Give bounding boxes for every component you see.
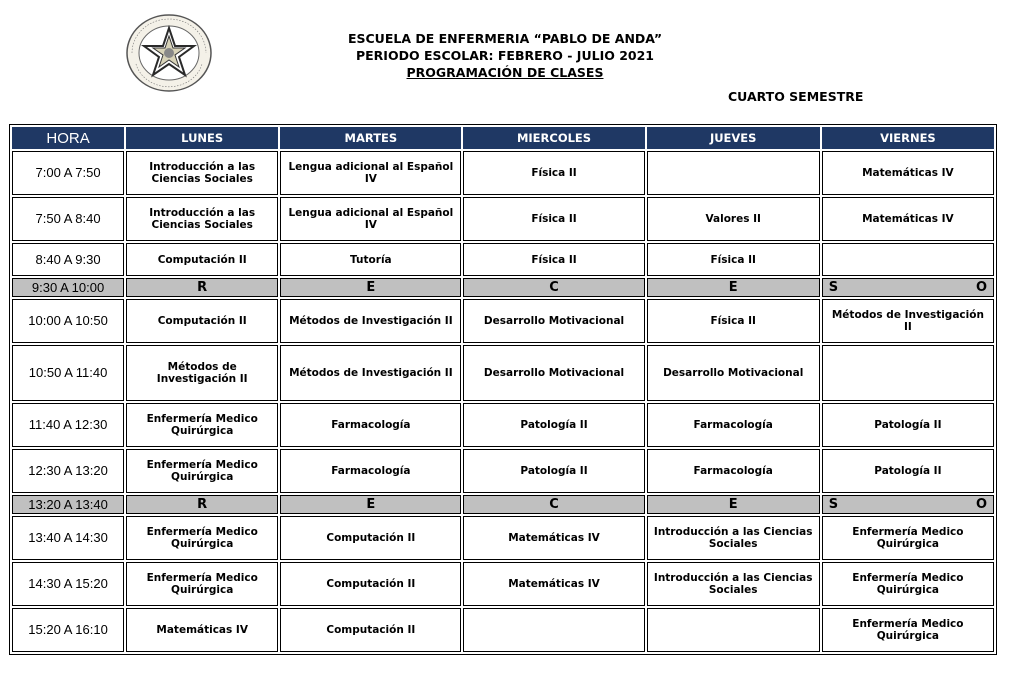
class-cell — [463, 608, 644, 652]
class-cell: Desarrollo Motivacional — [647, 345, 820, 401]
table-row — [12, 608, 994, 652]
break-letter: R — [126, 278, 278, 297]
break-letter: E — [280, 495, 461, 514]
break-letter-pair — [822, 278, 994, 297]
break-letter: R — [126, 495, 278, 514]
table-row — [12, 562, 994, 606]
class-cell: Métodos de Investigación II — [280, 345, 461, 401]
break-letter: C — [463, 278, 644, 297]
class-cell: Enfermería Medico Quirúrgica — [126, 449, 278, 493]
school-seal-logo — [124, 12, 214, 94]
time-cell: 10:50 A 11:40 — [12, 345, 124, 401]
class-cell: Métodos de Investigación II — [126, 345, 278, 401]
class-cell: Computación II — [280, 516, 461, 560]
table-row — [12, 243, 994, 276]
table-row — [12, 151, 994, 195]
class-cell: Física II — [463, 197, 644, 241]
class-cell: Introducción a las Ciencias Sociales — [126, 151, 278, 195]
class-cell: Farmacología — [280, 403, 461, 447]
break-letter: E — [647, 278, 820, 297]
table-row — [12, 197, 994, 241]
time-cell: 10:00 A 10:50 — [12, 299, 124, 343]
class-cell: Patología II — [463, 449, 644, 493]
class-cell: Patología II — [822, 403, 994, 447]
class-cell: Desarrollo Motivacional — [463, 299, 644, 343]
class-cell: Tutoría — [280, 243, 461, 276]
break-letter: E — [647, 495, 820, 514]
class-cell: Introducción a las Ciencias Sociales — [126, 197, 278, 241]
class-cell: Física II — [463, 243, 644, 276]
table-row — [12, 299, 994, 343]
column-header-martes: MARTES — [280, 127, 461, 149]
table-row — [12, 403, 994, 447]
class-cell — [822, 345, 994, 401]
break-letter: S — [828, 496, 839, 512]
class-cell: Matemáticas IV — [463, 516, 644, 560]
class-cell: Introducción a las Ciencias Sociales — [647, 562, 820, 606]
document-header — [300, 30, 710, 81]
class-cell: Computación II — [280, 562, 461, 606]
class-cell — [647, 151, 820, 195]
class-cell: Patología II — [463, 403, 644, 447]
column-header-lunes: LUNES — [126, 127, 278, 149]
column-header-miercoles: MIERCOLES — [463, 127, 644, 149]
time-cell: 14:30 A 15:20 — [12, 562, 124, 606]
class-cell: Introducción a las Ciencias Sociales — [647, 516, 820, 560]
class-cell: Computación II — [280, 608, 461, 652]
time-cell: 7:00 A 7:50 — [12, 151, 124, 195]
semester-label: CUARTO SEMESTRE — [728, 89, 864, 104]
time-cell: 9:30 A 10:00 — [12, 278, 124, 297]
table-row — [12, 449, 994, 493]
break-letter: O — [975, 279, 987, 295]
column-header-hora: HORA — [12, 127, 124, 149]
time-cell: 15:20 A 16:10 — [12, 608, 124, 652]
header-row — [12, 127, 994, 149]
class-cell: Computación II — [126, 299, 278, 343]
break-letter: S — [828, 279, 839, 295]
break-row — [12, 278, 994, 297]
class-cell — [822, 243, 994, 276]
column-header-viernes: VIERNES — [822, 127, 994, 149]
class-cell: Matemáticas IV — [822, 197, 994, 241]
class-cell: Métodos de Investigación II — [822, 299, 994, 343]
time-cell: 7:50 A 8:40 — [12, 197, 124, 241]
column-header-jueves: JUEVES — [647, 127, 820, 149]
class-cell: Física II — [463, 151, 644, 195]
table-row — [12, 345, 994, 401]
school-period: PERIODO ESCOLAR: FEBRERO - JULIO 2021 — [355, 48, 654, 63]
class-schedule-table — [9, 124, 997, 655]
time-cell: 12:30 A 13:20 — [12, 449, 124, 493]
class-cell: Física II — [647, 299, 820, 343]
time-cell: 11:40 A 12:30 — [12, 403, 124, 447]
break-letter: C — [463, 495, 644, 514]
class-cell: Lengua adicional al Español IV — [280, 151, 461, 195]
class-cell: Enfermería Medico Quirúrgica — [126, 516, 278, 560]
class-cell: Farmacología — [280, 449, 461, 493]
break-row — [12, 495, 994, 514]
class-cell: Enfermería Medico Quirúrgica — [126, 562, 278, 606]
class-cell — [647, 608, 820, 652]
class-cell: Enfermería Medico Quirúrgica — [126, 403, 278, 447]
time-cell: 13:40 A 14:30 — [12, 516, 124, 560]
class-cell: Lengua adicional al Español IV — [280, 197, 461, 241]
class-cell: Computación II — [126, 243, 278, 276]
class-cell: Matemáticas IV — [126, 608, 278, 652]
break-letter-pair — [822, 495, 994, 514]
break-letter: E — [280, 278, 461, 297]
class-cell: Farmacología — [647, 403, 820, 447]
class-cell: Enfermería Medico Quirúrgica — [822, 562, 994, 606]
break-letter: O — [975, 496, 987, 512]
class-cell: Farmacología — [647, 449, 820, 493]
class-cell: Métodos de Investigación II — [280, 299, 461, 343]
school-name: ESCUELA DE ENFERMERIA “PABLO DE ANDA” — [347, 31, 663, 46]
class-cell: Física II — [647, 243, 820, 276]
class-cell: Valores II — [647, 197, 820, 241]
class-cell: Matemáticas IV — [463, 562, 644, 606]
time-cell: 8:40 A 9:30 — [12, 243, 124, 276]
class-cell: Enfermería Medico Quirúrgica — [822, 608, 994, 652]
class-cell: Patología II — [822, 449, 994, 493]
class-cell: Matemáticas IV — [822, 151, 994, 195]
table-row — [12, 516, 994, 560]
time-cell: 13:20 A 13:40 — [12, 495, 124, 514]
class-cell: Desarrollo Motivacional — [463, 345, 644, 401]
program-title: PROGRAMACIÓN DE CLASES — [406, 65, 604, 80]
class-cell: Enfermería Medico Quirúrgica — [822, 516, 994, 560]
